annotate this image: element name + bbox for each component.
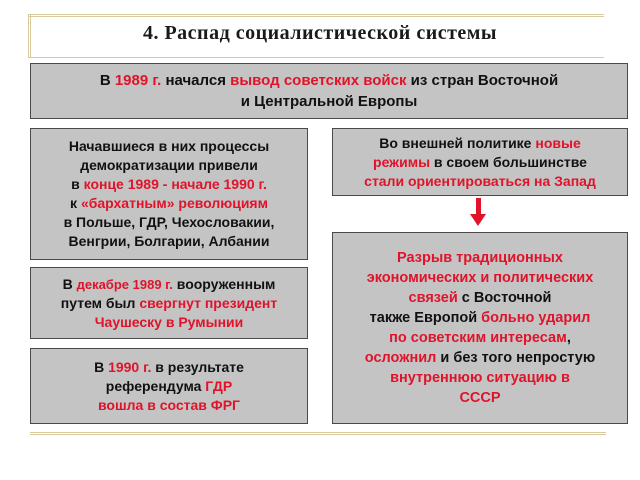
democratization-line-1: Начавшиеся в них процессы bbox=[68, 138, 270, 154]
break-text-6b: и без того непростую bbox=[436, 350, 596, 366]
withdrawal-box bbox=[30, 63, 628, 119]
break-line-1: Разрыв традиционных bbox=[397, 250, 563, 266]
democratization-dates: конце 1989 - начале 1990 г. bbox=[83, 176, 267, 192]
romania-line-1 bbox=[31, 275, 307, 294]
gdr-line-1 bbox=[31, 358, 307, 377]
break-line-2: экономических и политических bbox=[366, 270, 594, 286]
gdr-line-3: вошла в состав ФРГ bbox=[97, 396, 240, 413]
withdrawal-highlight: вывод советских войск bbox=[230, 72, 407, 89]
foreign-policy-text-2: в своем большинстве bbox=[430, 153, 587, 170]
romania-line-3: Чаушеску в Румынии bbox=[94, 313, 244, 330]
bottom-frame-line bbox=[30, 432, 606, 433]
gdr-text-1c: в результате bbox=[151, 358, 244, 375]
romania-box bbox=[30, 267, 308, 339]
page-title: 4. Распад социалистической системы bbox=[142, 22, 498, 44]
democratization-box bbox=[30, 128, 308, 260]
velvet-revolutions: «бархатным» революциям bbox=[80, 195, 268, 211]
break-complicated: осложнил bbox=[364, 350, 437, 366]
title-underline bbox=[28, 57, 604, 58]
break-ties-box bbox=[332, 232, 628, 424]
democratization-text-4a: к bbox=[70, 195, 81, 211]
break-line-4 bbox=[333, 308, 627, 328]
withdrawal-text-3: из стран Восточной bbox=[406, 72, 559, 89]
romania-text-2a: путем был bbox=[60, 294, 140, 311]
withdrawal-text-2: начался bbox=[161, 72, 231, 89]
withdrawal-text-1: В bbox=[99, 72, 115, 89]
gdr-year: 1990 г. bbox=[108, 358, 152, 375]
foreign-policy-line-3: стали ориентироваться на Запад bbox=[364, 172, 596, 189]
gdr-name: ГДР bbox=[205, 377, 233, 394]
democratization-line-2: демократизации привели bbox=[80, 157, 258, 173]
top-frame-line bbox=[28, 14, 604, 15]
break-line-5 bbox=[333, 328, 627, 348]
break-line-7: внутреннюю ситуацию в bbox=[390, 370, 570, 386]
top-frame-line-2 bbox=[28, 16, 604, 17]
withdrawal-year: 1989 г. bbox=[114, 72, 162, 89]
democratization-text-3a: в bbox=[71, 176, 84, 192]
break-ties: связей bbox=[408, 290, 458, 306]
break-line-8: СССР bbox=[459, 390, 501, 406]
break-hit-hard: больно ударил bbox=[481, 310, 591, 326]
romania-line-2 bbox=[31, 294, 307, 313]
break-text-4a: также Европой bbox=[369, 310, 482, 326]
break-text-3b: с Восточной bbox=[457, 290, 552, 306]
break-line-6 bbox=[333, 348, 627, 368]
break-soviet-interests: по советским интересам bbox=[389, 330, 567, 346]
gdr-line-2 bbox=[31, 377, 307, 396]
withdrawal-line-1 bbox=[31, 70, 627, 91]
gdr-text-1a: В bbox=[94, 358, 109, 375]
foreign-policy-regimes: режимы bbox=[373, 153, 431, 170]
gdr-box bbox=[30, 348, 308, 424]
democratization-line-5: в Польше, ГДР, Чехословакии, bbox=[63, 214, 275, 230]
democratization-line-6: Венгрии, Болгарии, Албании bbox=[68, 233, 270, 249]
romania-text-1a: В bbox=[62, 275, 77, 292]
romania-overthrown: свергнут президент bbox=[139, 294, 278, 311]
withdrawal-line-2: и Центральной Европы bbox=[240, 93, 418, 110]
foreign-policy-line-2 bbox=[333, 153, 627, 172]
romania-text-1c: вооруженным bbox=[172, 275, 276, 292]
democratization-line-4 bbox=[31, 194, 307, 213]
foreign-policy-new: новые bbox=[535, 134, 581, 151]
foreign-policy-line-1 bbox=[333, 134, 627, 153]
democratization-line-3 bbox=[31, 175, 307, 194]
foreign-policy-text-1: Во внешней политике bbox=[379, 134, 536, 151]
gdr-text-2a: референдума bbox=[105, 377, 206, 394]
romania-date: декабре 1989 г. bbox=[76, 276, 173, 292]
break-comma: , bbox=[566, 330, 571, 346]
foreign-policy-box bbox=[332, 128, 628, 196]
bottom-frame-line-2 bbox=[30, 434, 606, 435]
arrow-down-icon bbox=[470, 214, 486, 226]
break-line-3 bbox=[333, 288, 627, 308]
